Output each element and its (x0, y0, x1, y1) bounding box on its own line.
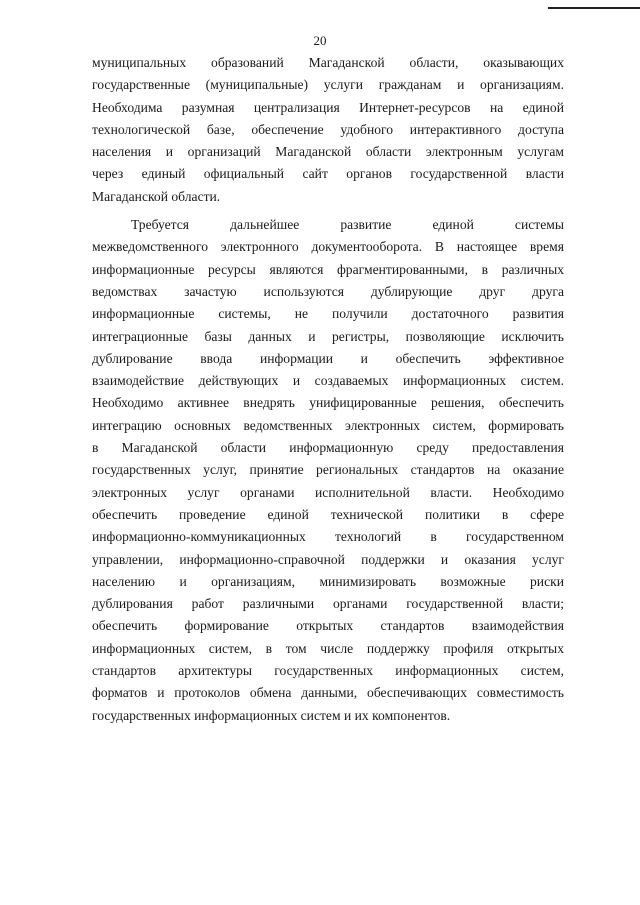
text-line: информационных систем, в том числе поддержку профиля открытых (92, 640, 564, 656)
page-number: 20 (313, 33, 327, 48)
text-line: форматов и протоколов обмена данными, обеспечивающих совместимость (92, 685, 564, 701)
text-line: управлении, информационно-справочной поддержки и оказания услуг (92, 551, 564, 567)
text-line: стандартов архитектуры государственных информационных систем, (92, 663, 564, 679)
text-line: обеспечить формирование открытых стандартов взаимодействия (92, 618, 564, 634)
text-line: технологической базе, обеспечение удобного интерактивного доступа (92, 121, 564, 137)
text-line: Магаданской области. (92, 188, 221, 204)
text-line: интеграцию основных ведомственных электронных систем, формировать (92, 417, 564, 433)
body-text (92, 52, 564, 727)
text-line: Требуется дальнейшее развитие единой системы (131, 217, 564, 233)
text-line: населению и организациям, минимизировать возможные риски (92, 573, 564, 589)
text-line: дублирования работ различными органами государственной власти; (92, 596, 564, 612)
text-line: через единый официальный сайт органов государственной власти (92, 166, 564, 182)
text-line: муниципальных образований Магаданской области, оказывающих (92, 55, 564, 70)
text-line: электронных услуг органами исполнительной власти. Необходимо (92, 484, 564, 500)
text-line: информационные ресурсы являются фрагментированными, в различных (92, 261, 564, 277)
text-line: интеграционные базы данных и регистры, позволяющие исключить (92, 328, 564, 344)
text-line: взаимодействие действующих и создаваемых информационных систем. (92, 373, 564, 389)
text-line: Необходима разумная централизация Интернет-ресурсов на единой (92, 99, 564, 115)
text-line: в Магаданской области информационную среду предоставления (92, 440, 564, 456)
text-line: дублирование ввода информации и обеспечить эффективное (92, 350, 564, 366)
text-line: государственные (муниципальные) услуги гражданам и организациям. (92, 77, 564, 93)
text-line: ведомствах зачастую используются дублирующие друг друга (92, 283, 564, 299)
text-line: информационно-коммуникационных технологий в государственном (92, 529, 564, 545)
text-line: населения и организаций Магаданской области электронным услугам (92, 144, 564, 160)
text-line: государственных информационных систем и их компонентов. (92, 707, 451, 723)
text-line: информационные системы, не получили достаточного развития (92, 306, 564, 322)
text-line: Необходимо активнее внедрять унифицированные решения, обеспечить (92, 395, 564, 411)
text-line: межведомственного электронного документооборота. В настоящее время (92, 239, 564, 255)
text-line: государственных услуг, принятие региональных стандартов на оказание (92, 462, 564, 478)
text-line: обеспечить проведение единой технической политики в сфере (92, 506, 564, 522)
top-edge-rule (548, 7, 640, 9)
